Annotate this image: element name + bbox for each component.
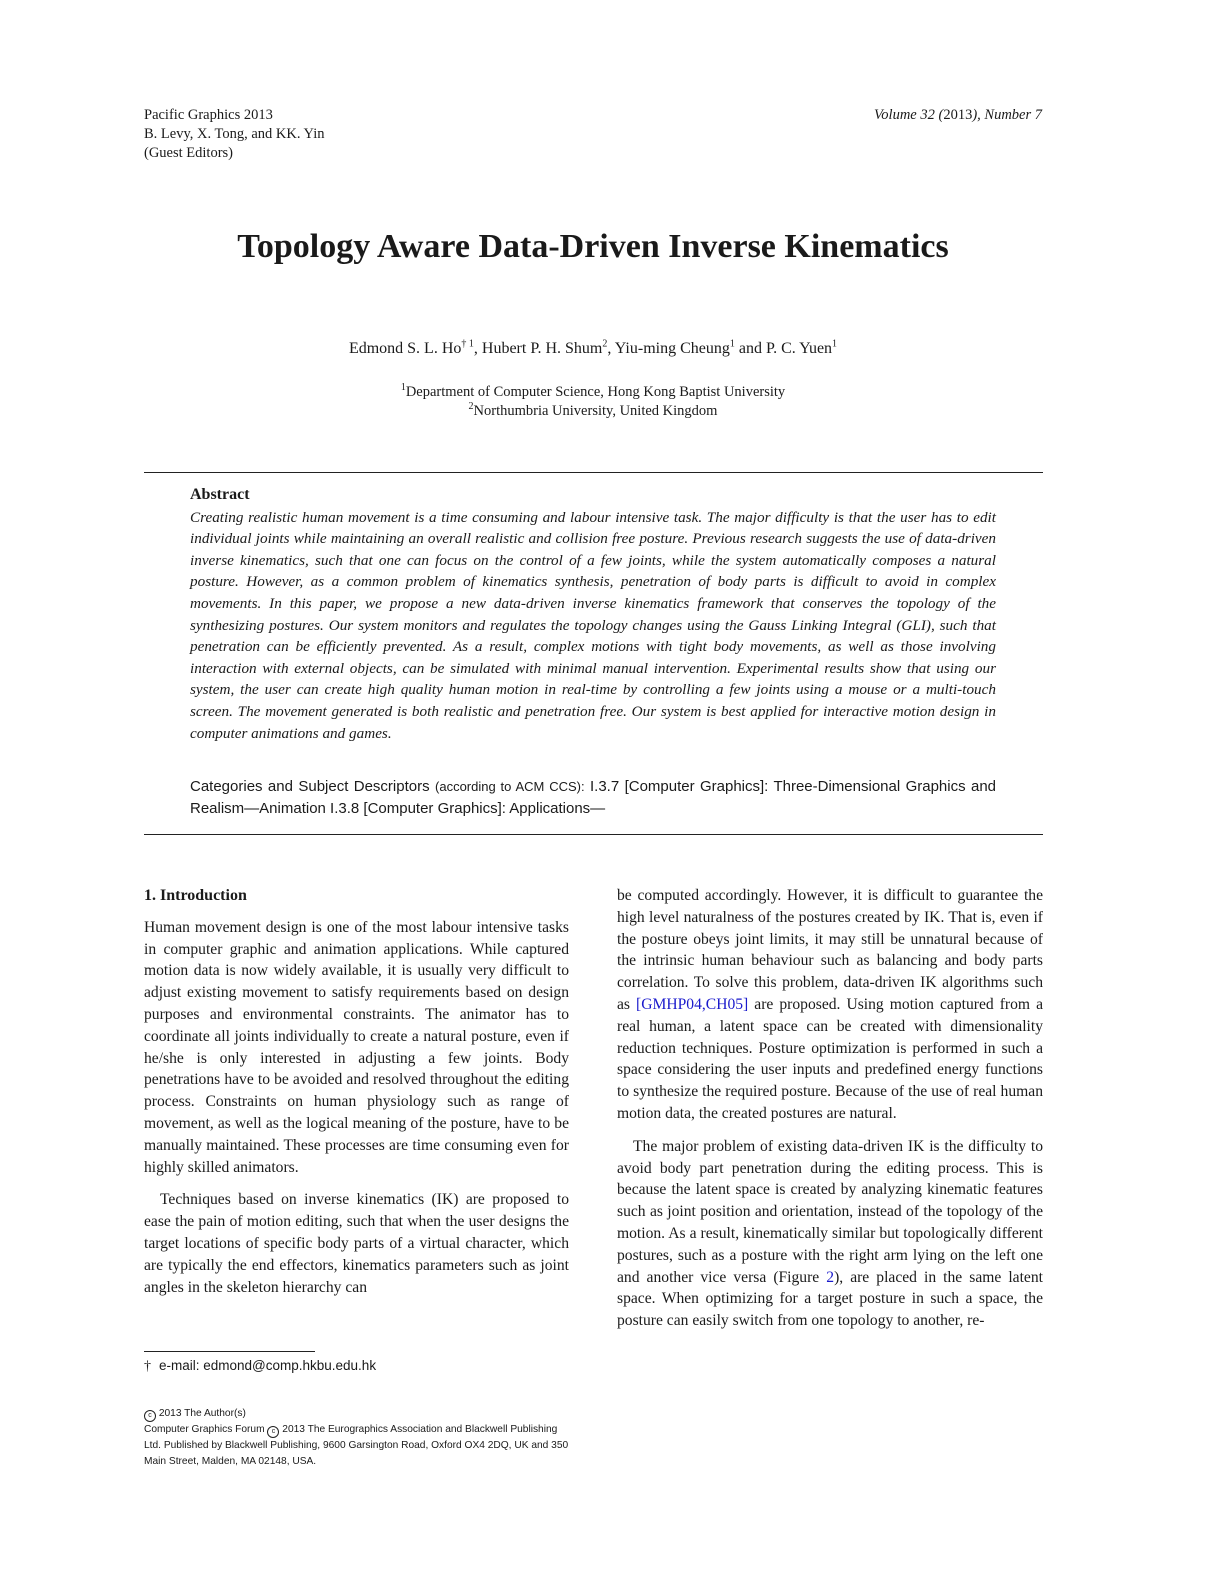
paragraph: Human movement design is one of the most labour intensive tasks in computer graphic and animation applications. While captured motion data is now widely available, it is usually very difficult to adjust existing movement to satisfy requirements based on design purposes and environmental constraints. The animator has to coordinate all joints individually to create a natural posture, even if he/she is only interested in adjusting a few joints. Body penetrations have to be avoided and resolved throughout the editing process. Constraints on human physiology such as range of movement, as well as the logical meaning of the posture, have to be manually maintained. These processes are time consuming even for highly skilled animators. bbox=[144, 918, 569, 1176]
paragraph bbox=[617, 1136, 1043, 1332]
section-heading-introduction: 1. Introduction bbox=[144, 887, 247, 904]
author-list bbox=[0, 338, 1186, 360]
author-affiliation-mark: 1 bbox=[729, 338, 735, 350]
author-affiliation-mark: 2 bbox=[602, 338, 608, 350]
descriptors-note: (according to ACM CCS): bbox=[435, 779, 585, 794]
abstract bbox=[190, 484, 996, 744]
citation-link[interactable]: CH05] bbox=[705, 995, 749, 1013]
paper-title: Topology Aware Data-Driven Inverse Kinematics bbox=[237, 228, 949, 265]
author-name: and P. C. Yuen bbox=[734, 340, 833, 357]
figure-link[interactable]: 2 bbox=[826, 1268, 835, 1286]
abstract-bottom-rule bbox=[144, 834, 1043, 835]
descriptors-text: I.3.7 [Computer Graphics]: Three-Dimensional Graphics and Realism—Animation I.3.8 [Computer Graphics]: Applications— bbox=[190, 778, 997, 817]
guest-editors-note: (Guest Editors) bbox=[144, 145, 233, 161]
left-column bbox=[144, 885, 569, 1298]
abstract-top-rule bbox=[144, 472, 1043, 473]
copyright-line bbox=[144, 1422, 569, 1470]
paragraph-text: ), are placed in the same latent space. When optimizing for a target posture in such a space, the posture can easily switch from one topology to another, re- bbox=[617, 1268, 1043, 1330]
author-affiliation-mark: 1 bbox=[832, 338, 838, 350]
guest-editors: B. Levy, X. Tong, and KK. Yin bbox=[144, 126, 325, 142]
author-name: , Hubert P. H. Shum bbox=[473, 340, 603, 357]
footnote-rule bbox=[144, 1351, 315, 1352]
journal-name: Computer Graphics Forum bbox=[144, 1424, 265, 1435]
running-header-left bbox=[144, 106, 325, 163]
footnote bbox=[144, 1356, 376, 1377]
publisher-text: 2013 The Eurographics Association and Blackwell Publishing Ltd. Published by Blackwell Publishing, 9600 Garsington Road, Oxford OX4 2DQ, UK and 350 Main Street, Malden, MA 02148, USA. bbox=[144, 1424, 569, 1467]
paragraph: Techniques based on inverse kinematics (IK) are proposed to ease the pain of motion editing, such that when the user designs the target locations of specific body parts of a virtual character, which are typically the end effectors, kinematics parameters such as joint angles in the skeleton hierarchy can bbox=[144, 1191, 569, 1296]
affiliation-list bbox=[0, 383, 1186, 421]
affiliation bbox=[0, 383, 1186, 402]
volume-suffix: ), Number 7 bbox=[972, 107, 1042, 123]
affiliation-text: Northumbria University, United Kingdom bbox=[473, 403, 718, 419]
copyright-line bbox=[144, 1406, 569, 1422]
copyright-text: 2013 The Author(s) bbox=[158, 1408, 246, 1419]
paragraph-text: are proposed. Using motion captured from a real human, a latent space can be created with dimensionality reduction techniques. Posture optimization is performed in such a space considering the user inputs and predefined energy functions to synthesize the required posture. Because of the use of real human motion data, the created postures are natural. bbox=[617, 995, 1043, 1122]
paragraph bbox=[617, 885, 1043, 1125]
author-affiliation-mark: † 1 bbox=[461, 338, 474, 350]
author-name: , Yiu-ming Cheung bbox=[607, 340, 730, 357]
running-header-right bbox=[874, 106, 1042, 125]
citation-separator: , bbox=[701, 995, 706, 1013]
affiliation-text: Department of Computer Science, Hong Kong Baptist University bbox=[405, 384, 786, 400]
author-name: Edmond S. L. Ho bbox=[348, 340, 462, 357]
volume-prefix: Volume 32 ( bbox=[874, 107, 944, 123]
descriptors-label: Categories and Subject Descriptors bbox=[190, 778, 430, 795]
affiliation bbox=[0, 402, 1186, 421]
abstract-heading: Abstract bbox=[190, 486, 250, 503]
copyright-icon: c bbox=[144, 1410, 156, 1422]
right-column bbox=[617, 885, 1043, 1332]
affiliation-mark: 2 bbox=[468, 401, 474, 413]
citation-link[interactable]: [GMHP04 bbox=[636, 995, 702, 1013]
paragraph-text: The major problem of existing data-driven IK is the difficulty to avoid body part penetration during the editing process. This is because the latent space is created by analyzing kinematic features such as joint position and orientation, instead of the topology of the motion. As a result, kinematically similar but topologically different postures, such as a posture with the right arm lying on the left one and another vice versa (Figure bbox=[617, 1137, 1043, 1286]
subject-descriptors bbox=[190, 776, 996, 820]
conference-name: Pacific Graphics 2013 bbox=[144, 107, 273, 123]
abstract-body: Creating realistic human movement is a time consuming and labour intensive task. The major difficulty is that the user has to edit individual joints while maintaining an overall realistic and collision free posture. Previous research suggests the use of data-driven inverse kinematics, such that one can focus on the control of a few joints, while the system automatically composes a natural posture. However, as a common problem of kinematics synthesis, penetration of body parts is difficult to avoid in complex movements. In this paper, we propose a new data-driven inverse kinematics framework that conserves the topology of the synthesizing postures. Our system monitors and regulates the topology changes using the Gauss Linking Integral (GLI), such that penetration can be efficiently prevented. As a result, complex motions with tight body movements, as well as those involving interaction with external objects, can be simulated with minimal manual intervention. Experimental results show that using our system, the user can create high quality human motion in real-time by controlling a few joints using a mouse or a multi-touch screen. The movement generated is both realistic and penetration free. Our system is best applied for interactive motion design in computer animations and games. bbox=[190, 508, 996, 742]
paragraph-text: be computed accordingly. However, it is difficult to guarantee the high level naturalness of the postures created by IK. That is, even if the posture obeys joint limits, it may still be unnatural because of the intrinsic human behaviour such as balancing and body parts correlation. To solve this problem, data-driven IK algorithms such as bbox=[617, 887, 1043, 1013]
dagger-mark: † bbox=[144, 1359, 151, 1374]
copyright-notice bbox=[144, 1406, 569, 1470]
volume-year: 2013 bbox=[943, 107, 973, 123]
footnote-email: e-mail: edmond@comp.hkbu.edu.hk bbox=[159, 1358, 377, 1373]
copyright-icon: c bbox=[267, 1426, 279, 1438]
affiliation-mark: 1 bbox=[400, 382, 406, 394]
